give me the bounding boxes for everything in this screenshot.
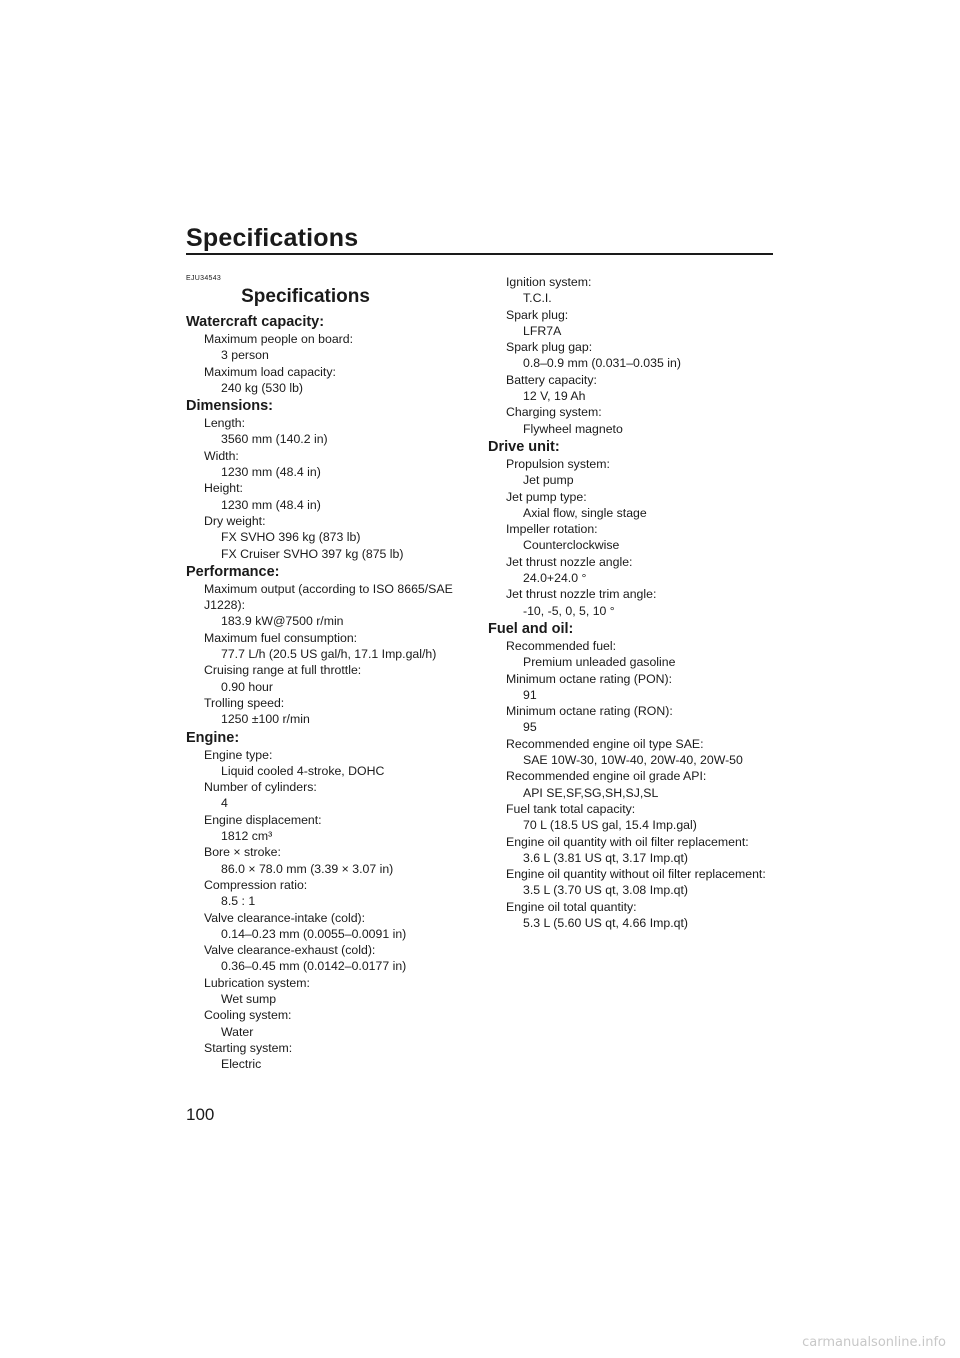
- spec-list-left: [186, 313, 476, 1072]
- spec-value: Water: [221, 1024, 254, 1039]
- spec-label: Height:: [204, 481, 243, 496]
- watermark: carmanualsonline.info: [802, 1335, 946, 1350]
- spec-label: Maximum people on board:: [204, 332, 354, 346]
- spec-label: Impeller rotation:: [506, 522, 598, 537]
- spec-label: Starting system:: [204, 1040, 293, 1055]
- spec-value: 5.3 L (5.60 US qt, 4.66 Imp.qt): [523, 915, 688, 930]
- running-header-title: Specifications: [186, 224, 359, 252]
- spec-label: Cruising range at full throttle:: [204, 663, 362, 678]
- left-column: [186, 275, 476, 1072]
- spec-value: 4: [221, 796, 228, 811]
- spec-label: Jet thrust nozzle angle:: [506, 554, 633, 569]
- spec-value: FX Cruiser SVHO 397 kg (875 lb): [221, 546, 404, 561]
- spec-value: 12 V, 19 Ah: [523, 389, 586, 404]
- spec-group: Dimensions:: [186, 398, 274, 415]
- spec-label: Maximum output (according to ISO 8665/SAE: [204, 581, 453, 596]
- spec-label: Spark plug:: [506, 307, 569, 322]
- spec-value: 3.6 L (3.81 US qt, 3.17 Imp.qt): [523, 850, 688, 865]
- spec-label: Bore × stroke:: [204, 845, 281, 860]
- spec-label: Recommended fuel:: [506, 638, 617, 653]
- spec-value: Jet pump: [523, 473, 574, 488]
- spec-value: 91: [523, 687, 537, 702]
- spec-value: Premium unleaded gasoline: [523, 655, 676, 670]
- spec-value: T.C.I.: [523, 291, 552, 306]
- spec-label: Width:: [204, 448, 239, 463]
- spec-label: Jet pump type:: [506, 489, 587, 504]
- spec-value: 0.14–0.23 mm (0.0055–0.0091 in): [221, 926, 407, 941]
- section-title: Specifications: [241, 285, 370, 307]
- header-rule: [186, 253, 773, 255]
- spec-label: Recommended engine oil type SAE:: [506, 736, 704, 751]
- spec-group: Fuel and oil:: [488, 620, 574, 637]
- spec-label: Valve clearance-exhaust (cold):: [204, 943, 376, 958]
- spec-list-right: [488, 274, 788, 931]
- section-heading: [186, 275, 476, 305]
- spec-label: Propulsion system:: [506, 456, 610, 471]
- spec-value: 1812 cm³: [221, 829, 273, 844]
- spec-value: Flywheel magneto: [523, 421, 623, 436]
- spec-label: Battery capacity:: [506, 372, 597, 387]
- spec-label: Minimum octane rating (PON):: [506, 671, 673, 686]
- spec-value: 24.0+24.0 °: [523, 571, 587, 586]
- spec-value: 3.5 L (3.70 US qt, 3.08 Imp.qt): [523, 883, 688, 898]
- spec-group: Engine:: [186, 729, 240, 746]
- spec-value: Liquid cooled 4-stroke, DOHC: [221, 763, 385, 778]
- spec-label: Fuel tank total capacity:: [506, 801, 636, 816]
- spec-value: -10, -5, 0, 5, 10 °: [523, 603, 615, 618]
- spec-value: 183.9 kW@7500 r/min: [221, 614, 344, 629]
- spec-label: Engine oil quantity without oil filter replacement:: [506, 867, 766, 882]
- doc-code: EJU34543: [186, 274, 222, 282]
- spec-value: 1230 mm (48.4 in): [221, 465, 321, 480]
- spec-group: Drive unit:: [488, 438, 560, 455]
- spec-label: Length:: [204, 416, 246, 431]
- spec-label: Charging system:: [506, 405, 602, 420]
- spec-label: Jet thrust nozzle trim angle:: [506, 587, 657, 602]
- page-number: 100: [186, 1105, 215, 1124]
- spec-label: Compression ratio:: [204, 877, 308, 892]
- spec-value: Wet sump: [221, 991, 277, 1006]
- spec-label: Engine type:: [204, 747, 273, 762]
- spec-value: 240 kg (530 lb): [221, 380, 304, 395]
- spec-value: 70 L (18.5 US gal, 15.4 Imp.gal): [523, 818, 697, 833]
- spec-label: Engine oil total quantity:: [506, 899, 637, 914]
- spec-label: Minimum octane rating (RON):: [506, 704, 673, 719]
- spec-label: J1228):: [204, 598, 246, 613]
- spec-value: SAE 10W-30, 10W-40, 20W-40, 20W-50: [523, 753, 743, 768]
- spec-value: FX SVHO 396 kg (873 lb): [221, 530, 361, 545]
- spec-group: Performance:: [186, 563, 280, 580]
- spec-label: Engine displacement:: [204, 812, 322, 827]
- spec-value: API SE,SF,SG,SH,SJ,SL: [523, 785, 659, 800]
- spec-label: Spark plug gap:: [506, 340, 593, 355]
- spec-value: 77.7 L/h (20.5 US gal/h, 17.1 Imp.gal/h): [221, 647, 437, 662]
- spec-label: Cooling system:: [204, 1008, 292, 1023]
- spec-label: Maximum load capacity:: [204, 364, 336, 379]
- spec-label: Recommended engine oil grade API:: [506, 769, 707, 784]
- spec-label: Ignition system:: [506, 275, 592, 289]
- spec-value: Electric: [221, 1057, 262, 1072]
- spec-value: Counterclockwise: [523, 538, 620, 553]
- spec-value: 95: [523, 720, 537, 735]
- spec-value: 86.0 × 78.0 mm (3.39 × 3.07 in): [221, 861, 394, 876]
- spec-value: Axial flow, single stage: [523, 505, 647, 520]
- spec-label: Trolling speed:: [204, 695, 285, 710]
- spec-label: Engine oil quantity with oil filter replacement:: [506, 834, 749, 849]
- spec-label: Dry weight:: [204, 513, 266, 528]
- spec-value: 0.90 hour: [221, 679, 273, 694]
- spec-value: 1230 mm (48.4 in): [221, 497, 321, 512]
- spec-label: Lubrication system:: [204, 975, 310, 990]
- spec-value: 8.5 : 1: [221, 894, 256, 909]
- spec-value: 1250 ±100 r/min: [221, 712, 310, 727]
- spec-value: 0.36–0.45 mm (0.0142–0.0177 in): [221, 959, 407, 974]
- spec-group: Watercraft capacity:: [186, 314, 325, 330]
- spec-value: 3560 mm (140.2 in): [221, 432, 328, 447]
- spec-value: 3 person: [221, 348, 269, 363]
- spec-label: Number of cylinders:: [204, 780, 317, 795]
- spec-value: 0.8–0.9 mm (0.031–0.035 in): [523, 356, 681, 371]
- right-column: [488, 274, 788, 931]
- spec-label: Maximum fuel consumption:: [204, 630, 358, 645]
- spec-label: Valve clearance-intake (cold):: [204, 910, 366, 925]
- spec-value: LFR7A: [523, 323, 562, 338]
